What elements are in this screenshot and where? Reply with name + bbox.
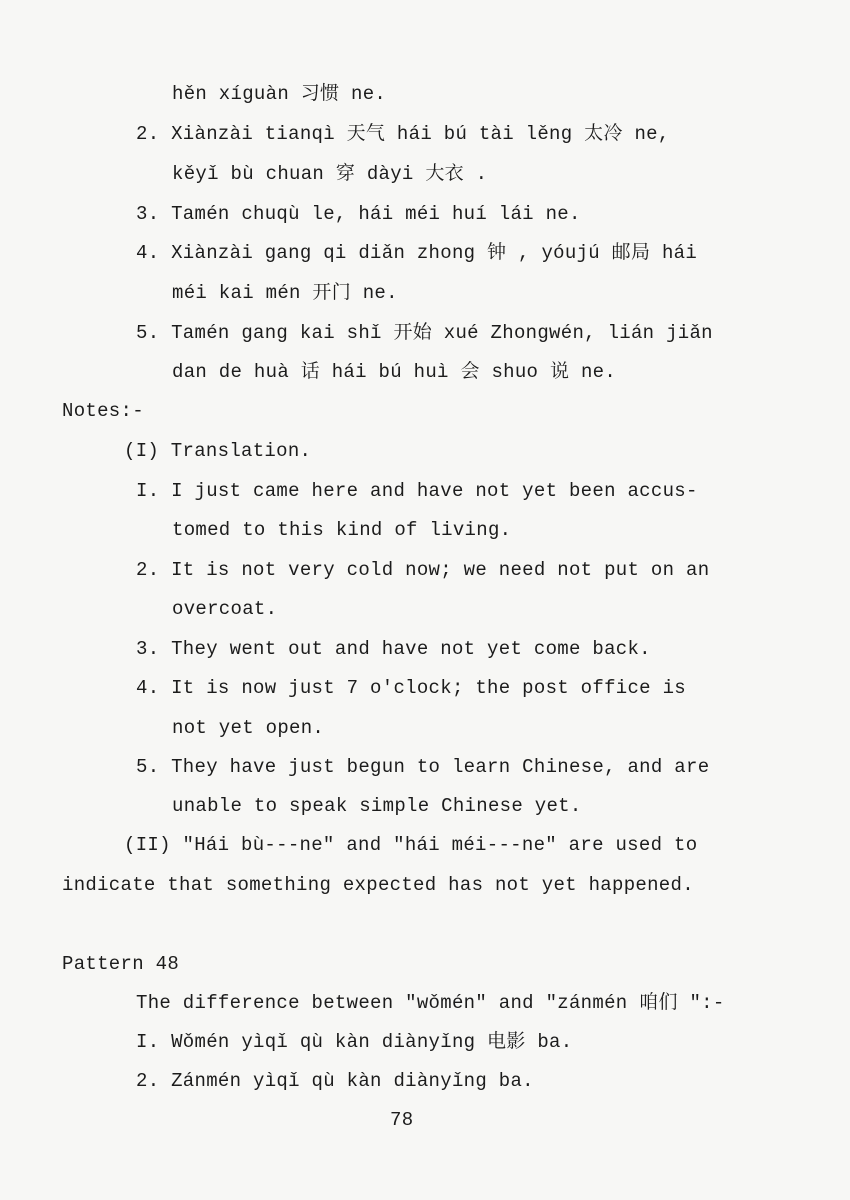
example-line: 2. Xiànzài tianqì 天气 hái bú tài lěng 太冷 ne, [136,123,670,145]
translation-line: I. I just came here and have not yet been accus- [136,480,698,502]
translation-heading: (I) Translation. [124,440,312,462]
translation-line: overcoat. [172,598,278,620]
notes-heading: Notes:- [62,400,144,422]
translation-line: 3. They went out and have not yet come back. [136,638,651,660]
pattern-heading: Pattern 48 [62,953,180,975]
example-line: dan de huà 话 hái bú huì 会 shuo 说 ne. [172,361,617,383]
example-line: 5. Tamén gang kai shǐ 开始 xué Zhongwén, lián jiǎn [136,322,713,344]
translation-line: unable to speak simple Chinese yet. [172,795,582,817]
page-number: 78 [390,1109,414,1131]
example-line: méi kai mén 开门 ne. [172,282,398,304]
example-line: 4. Xiànzài gang qi diǎn zhong 钟 , yóujú 邮局 hái [136,242,698,264]
translation-line: 2. It is not very cold now; we need not put on an [136,559,710,581]
note-ii-line: (II) "Hái bù---ne" and "hái méi---ne" are used to [124,834,698,856]
example-line: 3. Tamén chuqù le, hái méi huí lái ne. [136,203,581,225]
translation-line: 4. It is now just 7 o'clock; the post office is [136,677,686,699]
example-line: kěyǐ bù chuan 穿 dàyi 大衣 . [172,163,488,185]
pattern-line: 2. Zánmén yìqǐ qù kàn diànyǐng ba. [136,1070,534,1092]
example-line: hěn xíguàn 习惯 ne. [172,83,387,105]
translation-line: not yet open. [172,717,325,739]
translation-line: tomed to this kind of living. [172,519,512,541]
note-ii-line: indicate that something expected has not yet happened. [62,874,694,896]
pattern-line: I. Wǒmén yìqǐ qù kàn diànyǐng 电影 ba. [136,1031,573,1053]
translation-line: 5. They have just begun to learn Chinese, and are [136,756,710,778]
pattern-line: The difference between "wǒmén" and "zánmén 咱们 ":- [136,992,725,1014]
